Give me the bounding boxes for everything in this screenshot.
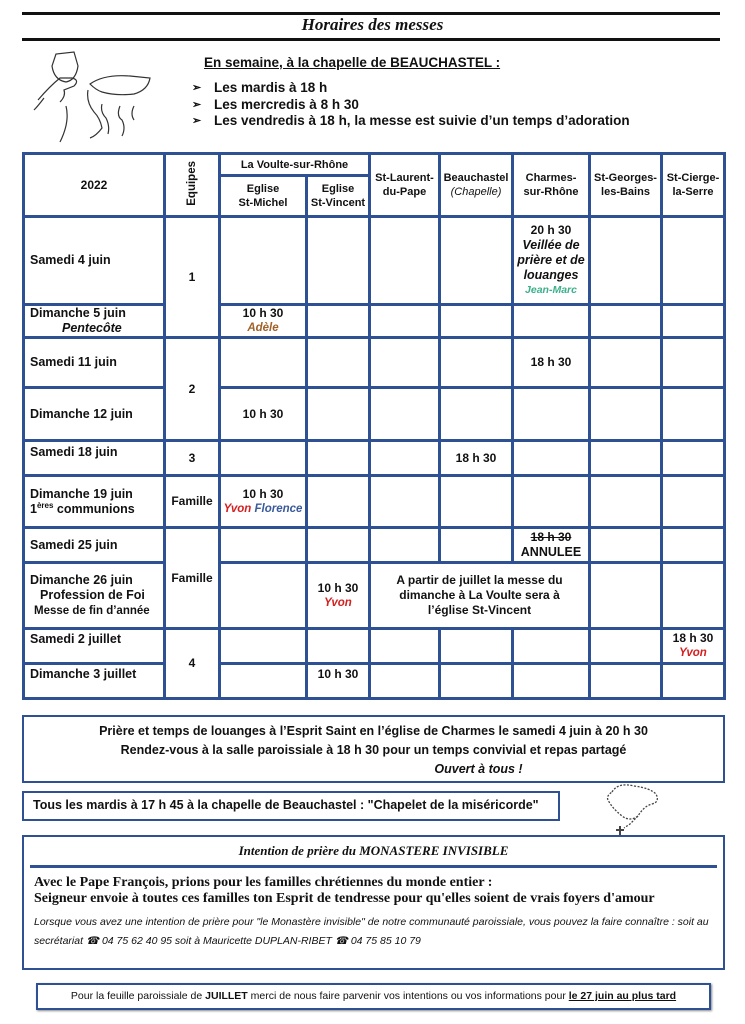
row-date: Samedi 2 juillet [24,629,165,664]
empty-cell [590,664,662,699]
empty-cell [370,338,440,388]
deadline: le 27 juin au plus tard [568,990,677,1002]
charmes-cell: 20 h 30 Veillée de prière et de louanges Jean-Marc [513,217,590,305]
team-cell: Famille [165,528,220,629]
monastere-divider [30,865,717,868]
row-date: Dimanche 5 juin Pentecôte [24,305,165,338]
empty-cell [513,476,590,528]
phone-icon: ☎ [85,935,100,947]
col-st-georges: St-Georges- les-Bains [590,154,662,217]
charmes-cell: 18 h 30 ANNULEE [513,528,590,563]
table-row [24,664,725,699]
announcement-line1: Prière et temps de louanges à l’Esprit Saint en l’église de Charmes le samedi 4 juin à 20 h 30 [99,724,648,738]
empty-cell [590,563,662,629]
empty-cell [590,388,662,441]
mass-schedule-table [22,152,726,700]
announcement-box [22,715,725,783]
empty-cell [220,338,307,388]
table-row [24,528,725,563]
empty-cell [307,441,370,476]
la-voulte-header: La Voulte-sur-Rhône [220,154,370,176]
weekday-list [192,80,630,130]
st-cierge-cell: 18 h 30 Yvon [662,629,725,664]
empty-cell [662,388,725,441]
teams-header: Equipes [165,154,220,217]
empty-cell [662,217,725,305]
chalice-hands-illustration [30,46,165,146]
col-st-michel: Eglise St-Michel [220,176,307,217]
monastere-info: Lorsque vous avez une intention de prière pour "le Monastère invisible" de notre communauté paroissiale, vous pouvez la faire connaître : soit au secrétariat ☎ 04 75 62 40 95 soit à Mauricette DUPLAN-RIBET ☎ 04 75 85 10 79 [34,916,709,947]
empty-cell [590,305,662,338]
row-date: Dimanche 19 juin 1ères communions [24,476,165,528]
announcement-line3: Ouvert à tous ! [434,762,523,776]
team-cell: 4 [165,629,220,699]
empty-cell [440,629,513,664]
empty-cell [220,528,307,563]
st-michel-cell: 10 h 30 [220,388,307,441]
row-date: Samedi 4 juin [24,217,165,305]
col-charmes: Charmes- sur-Rhône [513,154,590,217]
empty-cell [662,563,725,629]
st-michel-cell: 10 h 30 Yvon Florence [220,476,307,528]
empty-cell [370,476,440,528]
table-row [24,629,725,664]
empty-cell [220,217,307,305]
empty-cell [440,388,513,441]
st-vincent-cell: 10 h 30 [307,664,370,699]
empty-cell [662,441,725,476]
empty-cell [220,629,307,664]
title-rule-bottom [22,38,720,41]
team-cell: 3 [165,441,220,476]
empty-cell [307,305,370,338]
table-row [24,305,725,338]
empty-cell [307,338,370,388]
empty-cell [662,476,725,528]
empty-cell [662,528,725,563]
monastere-prayer: Avec le Pape François, prions pour les familles chrétiennes du monde entier : Seigneur envoie à toutes ces familles ton Esprit de tendresse pour qu'elles soient de vrais foyers d'amour [34,875,655,906]
empty-cell [590,338,662,388]
announcement-line2: Rendez-vous à la salle paroissiale à 18 h 30 pour un temps convivial et repas partagé [120,743,627,757]
empty-cell [307,528,370,563]
empty-cell [370,528,440,563]
row-date: Samedi 18 juin [24,441,165,476]
arrow-bullet-icon: ➢ [192,115,202,127]
empty-cell [662,338,725,388]
empty-cell [662,305,725,338]
row-date: Samedi 11 juin [24,338,165,388]
table-row [24,217,725,305]
arrow-bullet-icon: ➢ [192,98,202,111]
empty-cell [590,441,662,476]
weekday-item: ➢ Les mercredis à 8 h 30 [192,96,359,112]
empty-cell [590,528,662,563]
empty-cell [440,338,513,388]
col-st-vincent: Eglise St-Vincent [307,176,370,217]
page-title: Horaires des messes [301,15,444,34]
empty-cell [370,441,440,476]
empty-cell [220,563,307,629]
team-cell: 1 [165,217,220,338]
phone-icon: ☎ [334,935,348,947]
st-vincent-note: A partir de juillet la messe du dimanche à La Voulte sera à l’église St-Vincent [370,563,590,629]
table-row [24,476,725,528]
weekday-item: ➢ Les vendredis à 18 h, la messe est suivie d’un temps d’adoration [192,113,630,128]
table-row [24,388,725,441]
empty-cell [307,629,370,664]
st-vincent-cell: 10 h 30 Yvon [307,563,370,629]
empty-cell [590,476,662,528]
empty-cell [590,629,662,664]
row-date: Samedi 25 juin [24,528,165,563]
beauchastel-cell: 18 h 30 [440,441,513,476]
empty-cell [440,476,513,528]
empty-cell [440,305,513,338]
monastere-heading: Intention de prière du MONASTERE INVISIBLE [238,843,509,858]
row-date: Dimanche 26 juin Profession de Foi Messe de fin d’année [24,563,165,629]
empty-cell [307,476,370,528]
col-st-laurent: St-Laurent- du-Pape [370,154,440,217]
weekday-heading: En semaine, à la chapelle de BEAUCHASTEL : [204,55,501,70]
empty-cell [220,664,307,699]
empty-cell [307,388,370,441]
chapelet-text: Tous les mardis à 17 h 45 à la chapelle de Beauchastel : "Chapelet de la miséricorde" [33,798,539,812]
empty-cell [370,388,440,441]
weekday-item: ➢ Les mardis à 18 h [192,80,328,95]
empty-cell [513,629,590,664]
empty-cell [440,528,513,563]
empty-cell [370,629,440,664]
empty-cell [370,217,440,305]
footer-box: Pour la feuille paroissiale de JUILLET merci de nous faire parvenir vos intentions ou vos informations pour le 27 juin au plus tard [36,983,711,1010]
team-cell: 2 [165,338,220,441]
rosary-icon [590,780,680,838]
monastere-box [22,835,725,970]
empty-cell [440,217,513,305]
arrow-bullet-icon: ➢ [192,82,202,94]
st-michel-cell: 10 h 30 Adèle [220,305,307,338]
empty-cell [370,664,440,699]
year-header: 2022 [24,154,165,217]
empty-cell [440,664,513,699]
col-st-cierge: St-Cierge- la-Serre [662,154,725,217]
col-beauchastel: Beauchastel (Chapelle) [440,154,513,217]
row-date: Dimanche 12 juin [24,388,165,441]
table-row [24,563,725,629]
empty-cell [513,664,590,699]
empty-cell [662,664,725,699]
table-row [24,441,725,476]
empty-cell [220,441,307,476]
empty-cell [590,217,662,305]
empty-cell [513,305,590,338]
charmes-cell: 18 h 30 [513,338,590,388]
empty-cell [307,217,370,305]
chapelet-box [22,791,560,821]
table-row [24,338,725,388]
empty-cell [370,305,440,338]
row-date: Dimanche 3 juillet [24,664,165,699]
empty-cell [513,441,590,476]
team-cell: Famille [165,476,220,528]
empty-cell [513,388,590,441]
